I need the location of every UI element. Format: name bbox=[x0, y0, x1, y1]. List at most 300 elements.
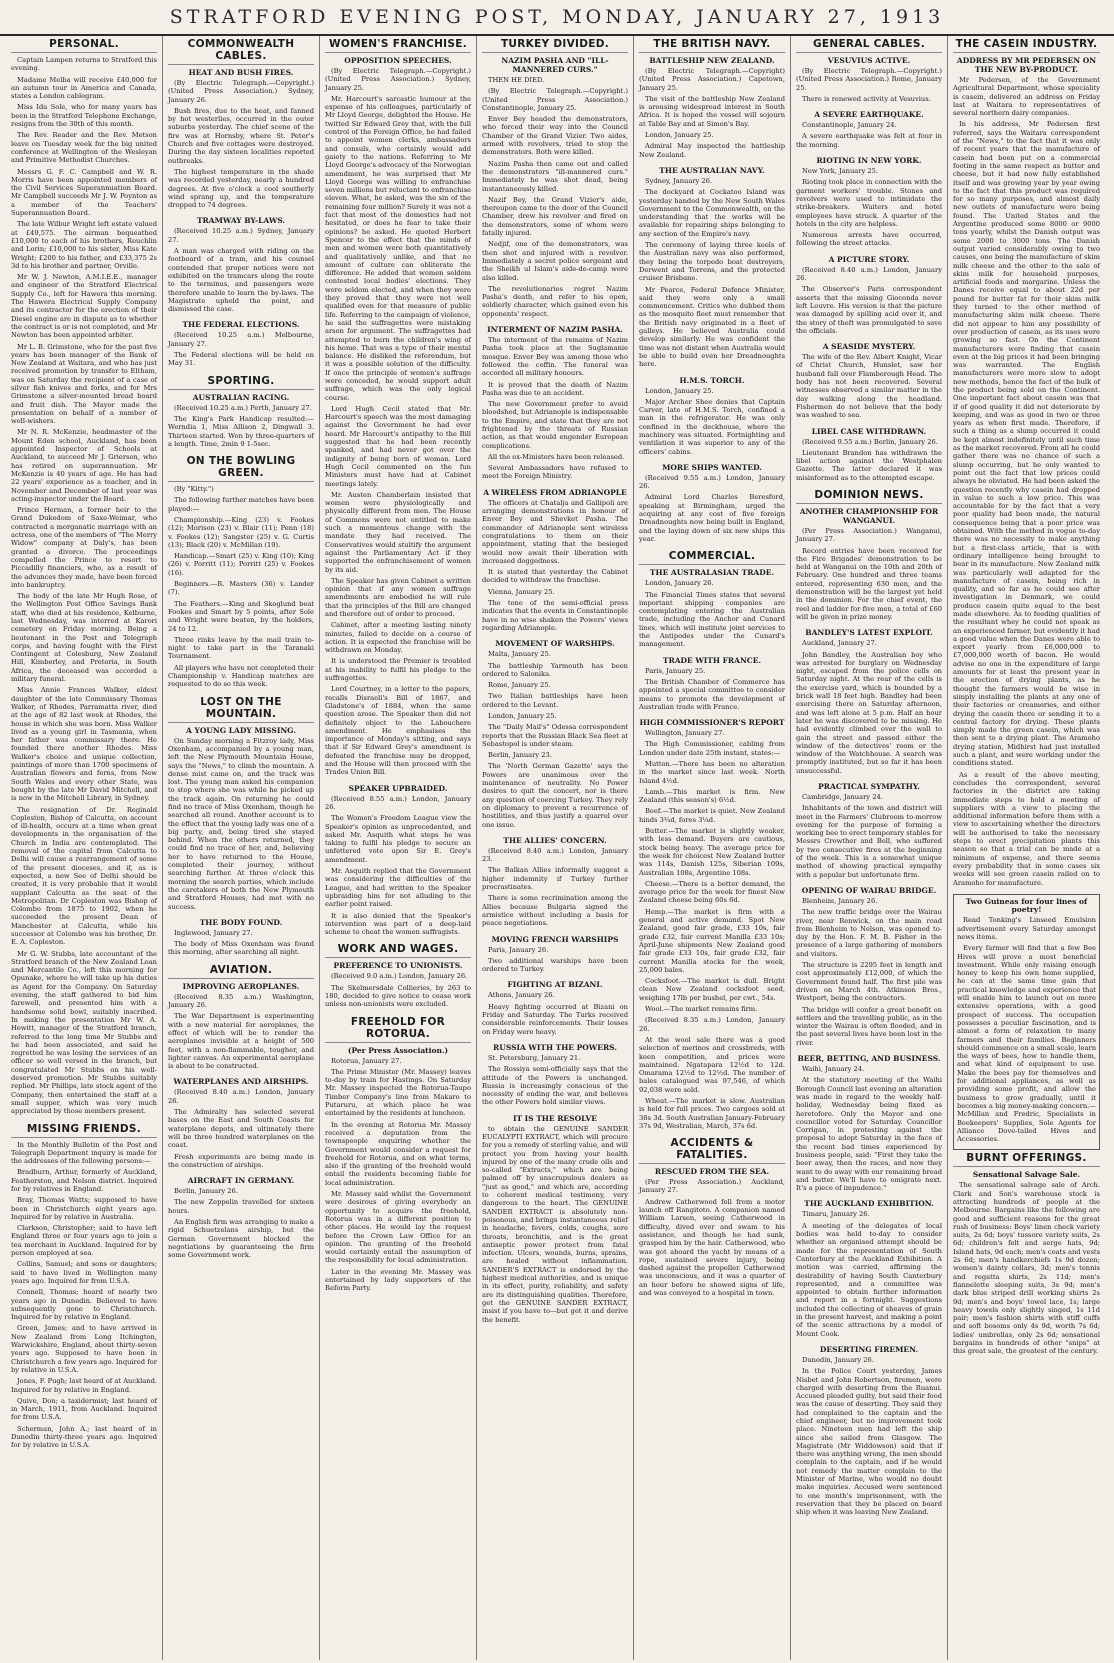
article-paragraph: Two Italian battleships have been ordered to the Levant. bbox=[482, 692, 628, 709]
article-subheading: DESERTING FIREMEN. bbox=[819, 1344, 919, 1354]
article-paragraph: Berlin, January 26. bbox=[174, 1187, 238, 1196]
newspaper-columns bbox=[6, 36, 1108, 1660]
article-subheading: THE FEDERAL ELECTIONS. bbox=[182, 320, 300, 330]
article-paragraph: The wife of the Rev. Albert Knight, Vicar of Christ Church, Hunslet, saw her husband fall over Flamborough Head. The body has not been recovered. Several witnesses observed a similar matter in the day walking along the headland. Fishermen do not believe that the body was washed to sea. bbox=[796, 353, 942, 420]
article-heading: DOMINION NEWS. bbox=[796, 489, 942, 504]
article-paragraph: (Per Press Association.) Wanganui, January 27. bbox=[796, 526, 942, 544]
article-body bbox=[796, 438, 942, 482]
article-paragraph: (Received 8.40 a.m.) London, January 23. bbox=[482, 846, 628, 864]
article bbox=[796, 427, 942, 482]
article bbox=[953, 1152, 1100, 1355]
article-paragraph: Mr Pedersen, of the Government Agricultural Department, whose speciality is casein, delivered an address on Friday last at Waitara to representatives of several northern dairy companies. bbox=[953, 76, 1100, 118]
article-paragraph: The Admiralty has selected several bases on the East and South Coasts for waterplane depots, and ultimately there will be three hundred waterplanes on the coast. bbox=[168, 1108, 314, 1150]
article-paragraph: Mr G. W. Stubbs, late accountant of the Stratford branch of the New Zealand Loan and Mercantile Co., left this morning for Opunake, where he will take up his duties as Agent for the Company. On Saturday evening, the staff gathered to bid him farewell, and presented him with a handsome solid bowl, suitably inscribed. In making the presentation Mr W. A. Hewitt, manager of the Stratford branch, referred to the long time Mr Stubbs and he had been associated, and said he regretted he was losing the services of an officer so well versed in the branch, but congratulated Mr Stubbs on his well-deserved promotion. Mr Stubbs suitably replied. Mr Phillips, late stock agent of the Company, then entertained the staff at a small supper, which was very much appreciated by those members present. bbox=[11, 949, 157, 1116]
article-paragraph: On Sunday morning a Fitzroy lady, Miss Oxenham, accompanied by a young man, left the New Plymouth Mountain House, says the "News," to climb the mountain. A dense mist came on, and the track was lost. The young man asked his companion to stop where she was while he picked up the track again. On returning he could find no trace of Miss Oxenham, though he searched all round. Another account is to the effect that the young lady was one of a big party, and, being tired she stayed behind. When the others returned, they could find no trace of her, and, believing her to have returned to the House, completed their journey, without searching further. At three o'clock this morning the search parties, which include the caretakers of both the New Plymouth and Stratford Houses, had met with no success. bbox=[168, 736, 314, 911]
article-paragraph: Record entries have been received for the Fire Brigades' demonstration to be held at Wanganui on the 10th and 20th of February. One hundred and three teams entered, representing 630 men, and the demonstration will be the largest yet held in the dominion. For the chief event, the reel and ladder for five men, a total of £60 will be given in prize money. bbox=[796, 546, 942, 621]
article-paragraph: In his address, Mr Pedersen first referred, says the Waitara correspondent of the "News," to the fact that it was only of recent years that the manufacture of casein had been put on a commercial footing in the same respect as butter and cheese, but it had now fully established itself and was growing year by year owing to the fact that this product was required for so many purposes, and almost daily new outlets of manufacture were being found. The United States and the Argentine produced some 8000 or 9000 tons yearly, whilst the Danish output was some 2000 to 3000 tons. The Danish output varied considerably owing to two causes, one being the manufacture of skim milk cheese and the other to the sale of skim milk for household purposes, artificial foods and margarine. Unless the Danes receive equal to about 22d per pound for butter fat for their skim milk they turned to the other method of manufacturing skim milk cheese. There did not appear to him any possibility of over production of casein, as its uses were growing so fast. On the Continent manufacturers were finding that casein even at the big prices it had been bringing was warranted. The English manufacturers were more slow to adopt new methods, hence the fact of the bulk of the product being sold on the Continent. One important fact about casein was that if of good quality it did not deteriorate by keeping, and was as good in two or three years as when first made. Therefore, if such a thing as a slump occurred it could be kept almost indefinitely until such time as the market recovered. From all he could gather there was no chance of such a slump occurring, but he only wanted to point out the fact that low prices could always be obviated. He had been asked the question recently why casein had dropped in value to such a low price. This was accountable for by the fact that a very poor quality had been made, the natural consequence being that a poor price was obtained. With the method in vogue to-day there was no necessity to make anything but a first-class article, that is with ordinary intelligence being brought to bear in its manufacture. New Zealand milk was particularly well adapted for the manufacture of casein, being rich in quality, and so far as he could see after investigation in Denmark, we could produce casein quite equal to the best made elsewhere. As to feeding qualities of the resultant whey he could not speak as an experienced farmer, but evidently it had a good value when the Danes were able to export yearly from £6,000,000 to £7,000,000 worth of bacon. He would advise no one in the expenditure of large amounts for at least the present year in the erection of drying plants, as he thought the farmers would be wise in simply installing the plants at any one of their factories or creameries, and either drying the casein there or sending it to a central factory for drying. These plants simply made the green casein, which was then sent to a drying plant. The Aramoho drying station, Midhirst had just installed such a plant, and were working under the conditions stated. bbox=[953, 120, 1100, 768]
article bbox=[482, 1114, 628, 1324]
article-paragraph: Beginners.—R. Masters (36) v. Lander (7). bbox=[168, 580, 314, 597]
article-paragraph: Mr. Austen Chamberlain insisted that women were physiologically and physically different from men. The House of Commons were not entitled to make such a momentous change with the mandate they had received. The Conservatives would stultify the argument against the Parliamentary Act if they supported the enfranchisement of women by its aid. bbox=[325, 490, 471, 574]
article-paragraph: Rome, January 25. bbox=[488, 681, 551, 690]
article bbox=[639, 38, 785, 159]
advertisement-title: Two Guineas for four lines of poetry! bbox=[965, 896, 1088, 915]
article-paragraph: Paris, January 25. bbox=[645, 666, 706, 675]
article-paragraph: Blenheim, January 26. bbox=[802, 896, 878, 905]
article-paragraph: Hemp.—The market is firm with a general and active demand. Spot New Zealand, good fair grade, £33 10s, fair grade £32, fair current Manilla £33 10s; April-June shipments New Zealand good fair grade £33 10s, fair grade £32, fair current Manilla stocks for the week, 25,000 bales. bbox=[639, 907, 785, 974]
article-paragraph: Rotorua, January 27. bbox=[331, 1056, 402, 1065]
article-paragraph: The new Government prefer to avoid bloodshed, but Adrianople is indispensable to the Empire, and state that they are not frightened by the threats of Russian action, as that would engender European complications. bbox=[482, 400, 628, 450]
article-paragraph: (Received 10.25 a.m.) Perth, January 27. bbox=[174, 403, 312, 412]
column-2 bbox=[163, 36, 320, 1660]
article bbox=[168, 320, 314, 367]
article-paragraph: The Financial Times states that several important shipping companies are contemplating entering the Australian trade, including the Anchor and Cunard lines, which will institute joint services to the Antipodes under the Cunard's management. bbox=[639, 590, 785, 649]
article-paragraph: The officers at Chatalja and Gallipoli are arranging demonstrations in honour of Enver Bey and Shevket Pasha. The commander of Adrianople sent wireless congratulations to them on their appointment, stating that the besieged would now await their liberation with increased doggedness. bbox=[482, 498, 628, 565]
article-paragraph: There is some recrimination among the Allies because Bulgaria signed the armistice without including a basis for peace negotiations. bbox=[482, 894, 628, 928]
article-paragraph: Inhabitants of the town and district will meet in the Farmers' Clubroom to-morrow evening for the purpose of forming a working bee to erect temporary stables for Messrs Crowther and Bell, who suffered by two consecutive fires at the beginning of the week. This is a somewhat unique method of showing practical sympathy with a popular but unfortunate firm. bbox=[796, 804, 943, 879]
article-paragraph: Connell, Thomas; heard of nearly two years ago in Dunedin. Believed to have subsequently gone to Christchurch. Inquired for by relative in England. bbox=[11, 1288, 157, 1322]
article bbox=[325, 943, 471, 1008]
article-paragraph: At the wool sale there was a good selection of merinos and crossbreds, with keen competition, and prices were maintained. Ngatapara 12½d to 12d. Omarama 12½d to 12½d. The number of bales catalogued was 97,546, of which 92,038 were sold. bbox=[639, 1035, 785, 1094]
article-paragraph: (Received 9.55 a.m.) London, January 26. bbox=[639, 473, 785, 491]
article-body bbox=[639, 579, 785, 648]
article-paragraph: Constantinople, January 24. bbox=[802, 121, 897, 130]
article-paragraph: (Received 8.35 a.m.) Washington, January 26. bbox=[168, 992, 314, 1010]
article-subheading: TRADE WITH FRANCE. bbox=[662, 655, 762, 665]
article bbox=[168, 1077, 314, 1169]
article-subheading: BANDLEY'S LATEST EXPLOIT. bbox=[805, 628, 933, 638]
article-subheading: THE AUSTRALASIAN TRADE. bbox=[649, 568, 775, 578]
article-paragraph: Fresh experiments are being made in the construction of airships. bbox=[168, 1152, 314, 1169]
article-subheading: THE BODY FOUND. bbox=[199, 917, 283, 927]
article-paragraph: (Received 8.40 a.m.) London, January 26. bbox=[168, 1088, 314, 1105]
article-heading: ACCIDENTS & FATALITIES. bbox=[639, 1137, 785, 1164]
article-paragraph: Mr L. B. Grimstone, who for the past five years has been manager of the Bank of New Zealand at Waitara, and who has just received promotion by transfer to Eltham, was on Saturday the recipient of a case of silver fish knives and forks, and for Mrs Grimstone a silver-mounted bread board and fruit dish. The Mayor made the presentation on behalf of a number of well-wishers. bbox=[11, 342, 157, 426]
article-subheading: A SEASIDE MYSTERY. bbox=[822, 342, 916, 352]
article-paragraph: THEN HE DIED. bbox=[488, 76, 545, 84]
article bbox=[796, 255, 942, 335]
newspaper-title: STRATFORD EVENING POST, MONDAY, JANUARY 27, 1913 bbox=[169, 6, 945, 28]
article-paragraph: The dockyard at Cockatoo Island was yesterday handed by the New South Wales Government to the Commonwealth, on the understanding that the works will be available for repairing ships belonging to any section of the Empire's navy. bbox=[639, 188, 785, 238]
article-paragraph: Admiral Lord Charles Beresford, speaking at Birmingham, urged the acquiring at any cost of five foreign Dreadnoughts now being built in England, and the laying down of six new ships this year. bbox=[639, 493, 785, 543]
article bbox=[796, 489, 942, 621]
article-body bbox=[325, 67, 471, 777]
article-paragraph: London, January 26. bbox=[645, 579, 714, 588]
article-body bbox=[639, 387, 785, 456]
article-subheading: RIOTING IN NEW YORK. bbox=[816, 156, 922, 166]
article-heading: THE CASEIN INDUSTRY. bbox=[953, 38, 1100, 53]
article-body bbox=[168, 929, 314, 957]
article bbox=[482, 488, 628, 632]
article-paragraph: (Received 9.55 a.m.) Berlin, January 26. bbox=[802, 437, 938, 446]
article-paragraph: (Received 9.0 a.m.) London, January 26. bbox=[331, 972, 468, 981]
article-body bbox=[168, 993, 314, 1071]
article bbox=[482, 325, 628, 481]
article-body bbox=[796, 793, 942, 879]
article bbox=[639, 376, 785, 456]
article-paragraph: Mutton.—There has been no alteration in the market since last week. North Island 4½d. bbox=[639, 760, 785, 785]
article-paragraph: Nazif Bey, the Grand Vizier's aide, thereupon came to the door of the Council Chamber, drew his revolver and fired on the demonstrators, some of whom were fatally injured. bbox=[482, 195, 628, 238]
article-paragraph: In the Monthly Bulletin of the Post and Telegraph Department inquiry is made for the addresses of the following persons:— bbox=[11, 1140, 157, 1166]
article-body bbox=[168, 737, 314, 911]
article-paragraph: (Received 8.55 a.m.) London, January 26. bbox=[325, 794, 471, 811]
article-body bbox=[639, 667, 785, 711]
article-paragraph: There is renewed activity at Vesuvius. bbox=[802, 94, 931, 103]
article-heading: COMMONWEALTH CABLES. bbox=[168, 38, 314, 65]
article-subheading: AIRCRAFT IN GERMANY. bbox=[187, 1176, 295, 1186]
article-paragraph: Mr. Harcourt's sarcastic humour at the expense of his colleagues, particularly of Mr Lloyd George, delighted the House. He twitted Sir Edward Grey that, with the full control of the Foreign Office, he had failed to appoint women clerks, ambassadors and consuls, who certainly would add gaiety to the nations. Referring to Mr Lloyd George's advocacy of the Norwegian amendment, he was surprised that Mr Lloyd George was willing to enfranchise seven millions but reluctant to enfranchise eleven. What, he asked, was the sin of the remaining four million? Surely it was not a fact that most of the domestics had not hesitated, or does he fear to take their opinions? he asked. He quoted Herbert Spencer to the effect that the minds of men and women were both quantitatively and qualitatively unlike, and that no amount of culture can obliterate the difference. He added that women seldom contested local bodies' elections. They were seldom elected, and when they were they proved that they were not well qualified even for that measure of public life. Referring to the campaign of violence, he said the suffragettes were mistaking arson for argument. The suffragettes had attempted to burn the children's wing of his home. That was a type of their mental balance. He disliked the referendum, but it was a possible solution of the difficulty. If once the principle of women's suffrage were conceded, he would support adult suffrage, which was the only logical course. bbox=[325, 94, 471, 402]
article-subheading: (Per Press Association.) bbox=[347, 1045, 449, 1055]
article-paragraph: Mr W. J. Newton, A.M.I.E.E., manager and engineer of the Stratford Electrical Supply Co., left for Hawera this morning. The Hawera Electrical Supply Company and its contractor for the erection of their Diesel engine are in dispute as to whether the contract is or is not completed, and Mr Newton has been appointed arbiter. bbox=[11, 273, 157, 340]
article-paragraph: London, January 25. bbox=[645, 131, 714, 140]
article-body bbox=[796, 67, 942, 103]
article-body bbox=[796, 167, 942, 248]
article-body bbox=[482, 336, 628, 481]
article-subheading: THE AUCKLAND EXHIBITION. bbox=[804, 1199, 934, 1209]
article-paragraph: The ceremony of laying three keels of the Australian navy was also performed, they being the torpedo boat destroyers, Derwent and Torrens, and the protected cruiser Brisbane. bbox=[639, 241, 785, 283]
article bbox=[639, 166, 785, 369]
article bbox=[639, 1137, 785, 1297]
article-paragraph: The body of Miss Oxenham was found this morning, after searching all night. bbox=[168, 940, 314, 957]
article-subheading: BATTLESHIP NEW ZEALAND. bbox=[649, 56, 775, 65]
article-body bbox=[482, 946, 628, 974]
article-body bbox=[482, 991, 628, 1035]
article-paragraph: Paris, January 26. bbox=[488, 945, 549, 954]
article-paragraph: Nedjif, one of the demonstrators, was then shot and injured with a revolver. Immediately a secret police sergeant and the Sheikh ul Islam's aide-de-camp were also killed. bbox=[482, 240, 628, 282]
article-paragraph: to obtain the GENUINE SANDER EUCALYPTI EXTRACT, which will procure for you a remedy of sterling value, and will protect you from having your health injured by one of the many crude oils and so-called "Extracts," which are being palmed off by unscrupulous dealers as "just as good," and which are, according to coherent medical testimony, very dangerous to the heart. The GENUINE SANDER EXTRACT is absolutely non-poisonous, and brings instantaneous relief in headache, fevers, colds, coughs, sore throats, bronchitis, and is the great antiseptic power protect from fatal infection. Ulcers, wounds, burns, sprains, are healed without inflammation. SANDER'S EXTRACT is endorsed by the highest medical authorities, and is unique in its effect, purity, reliability, and safety are its distinguishing qualities. Therefore, get the GENUINE SANDER EXTRACT, insist if you have to—but get it and derive the benefit. bbox=[482, 1124, 628, 1324]
article bbox=[11, 1123, 157, 1450]
article-paragraph: (By Electric Telegraph.—Copyright) (United Press Association.) Capetown, January 25. bbox=[639, 67, 785, 92]
article-paragraph: Inglewood, January 27. bbox=[174, 928, 253, 937]
article-body bbox=[168, 1088, 314, 1169]
article-body bbox=[482, 847, 628, 928]
article-paragraph: The interment of the remains of Nazim Pasha took place at the Suglamanie mosque. Enver Bey was among those who followed the coffin. The funeral was accorded all military honours. bbox=[482, 336, 628, 378]
article bbox=[168, 455, 314, 689]
article-paragraph: London, January 25. bbox=[645, 386, 714, 395]
article-paragraph: Quive, Don; a taxidermist; last heard of in March, 1911, from Auckland. Inquired for from U.S.A. bbox=[11, 1396, 157, 1422]
article-subheading: RESCUED FROM THE SEA. bbox=[654, 1167, 770, 1177]
article-paragraph: The Women's Freedom League view the Speaker's opinion as unprecedented, and asked Mr. Asquith what steps he was taking to fulfil his pledge to secure an unfettered vote upon Sir E. Grey's amendment. bbox=[325, 814, 471, 864]
article bbox=[325, 38, 471, 777]
article-paragraph: The Feathers.—King and Skoglund beat Fookes and Smart by 5 points, after Sole and Wright were beaten, by the holders, 24 to 12. bbox=[168, 599, 314, 633]
article-body bbox=[796, 1065, 942, 1192]
article-heading: FREEHOLD FOR ROTORUA. bbox=[325, 1016, 471, 1043]
article-subheading: IT IS THE RESOLVE bbox=[512, 1113, 598, 1123]
article-paragraph: John Bandley, the Australian boy who was arrested for burglary on Wednesday night, escaped from the police cells on Saturday night. At the rear of the cells is the exercise yard, which is bounded by a brick wall 18 feet high. Bandley had been exercising there on Saturday afternoon, and was left alone at 5 p.m. Half an hour later he was discovered to be missing. He had evidently climbed over the wall to gain the street and passed either the window of the detectives' room or the window of the Watchhouse. A search was promptly instituted, but so far it has been unsuccessful. bbox=[796, 650, 942, 775]
article-paragraph: All players who have not completed their Championship v. Handicap matches are requested to do so this week. bbox=[168, 663, 314, 689]
article-body bbox=[168, 404, 314, 448]
article-paragraph: Berlin, January 23. bbox=[488, 751, 552, 760]
article-paragraph: Cocksfoot.—The market is dull. Bright clean New Zealand cocksfoot seed, weighing 17lb per bushel, per cwt., 54s. bbox=[639, 977, 785, 1002]
article-paragraph: Beef.—The market is quiet. New Zealand hinds 3¾d, fores 3¼d. bbox=[639, 807, 785, 824]
article-paragraph: Later in the evening Mr. Massey was entertained by lady supporters of the Reform Party. bbox=[325, 1267, 471, 1293]
article-subheading: HEAT AND BUSH FIRES. bbox=[188, 68, 294, 77]
article bbox=[168, 918, 314, 957]
article-heading: WOMEN'S FRANCHISE. bbox=[325, 38, 471, 53]
article bbox=[796, 782, 942, 879]
article-subheading: NAZIM PASHA AND "ILL-MANNERED CURS." bbox=[501, 56, 609, 74]
article-paragraph: Timaru, January 26. bbox=[802, 1210, 870, 1219]
article-paragraph: Mr Pearce, Federal Defence Minister, said they were only a small commencement. Critics who dubbed them as the mosquito fleet must remember that the British navy originated in a fleet of galleys. He believed Australia could develop similarly. He was confident the time was not distant when Australia would be able to build even her Dreadnoughts here. bbox=[639, 285, 785, 369]
article-paragraph: A severe earthquake was felt at four in the morning. bbox=[796, 132, 942, 149]
article bbox=[796, 38, 942, 103]
column-7 bbox=[948, 36, 1105, 1660]
article-body bbox=[11, 56, 157, 1116]
article-subheading: WATERPLANES AND AIRSHIPS. bbox=[173, 1077, 309, 1087]
article-paragraph: A man was charged with riding on the footboard of a tram, and his counsel contended that proper notices were not exhibited on the tramcars along the route to the terminus, and passengers were therefore unable to learn the by-laws. The Magistrate upheld the point, and dismissed the case. bbox=[168, 247, 314, 314]
article bbox=[482, 38, 628, 318]
advertisement bbox=[953, 894, 1100, 1151]
article bbox=[168, 216, 314, 313]
article-paragraph: Major Archer Shee denies that Captain Carver, late of H.M.S. Torch, confined a man in the refrigerator. He was only confined in the deckhouse, where the machinery was situated. Fortnighting and ventilation it was superior to any of the officers' cabins. bbox=[639, 397, 785, 456]
article-paragraph: The Speaker has given Cabinet a written opinion that if any women suffrage amendments are embodied he will rule that the principles of the Bill are changed and therefore out of order to proceed. bbox=[325, 576, 471, 618]
article-paragraph: The body of the late Mr Hugh Rose, of the Wellington Post Office Savings Bank staff, who died at his residence, Kelburne, last Wednesday, was interred at Karori cemetery on Friday morning. Being a lieutenant in the Post and Telegraph corps, and having fought with the First Contingent at Colesburg, New Zealand Hill, Kimberley, and Pretoria, in South Africa, the deceased was accorded a military funeral. bbox=[11, 592, 157, 684]
article bbox=[482, 935, 628, 974]
article-paragraph: Rioting took place in connection with the garment workers' trouble. Stones and revolvers were used to intimidate the strike-breakers. Waiters and hotel employees have struck. A quarter of the hotels in the city are helpless. bbox=[796, 178, 942, 228]
article bbox=[796, 1054, 942, 1192]
article-paragraph: It is also denied that the Speaker's intervention was part of a deep-laid scheme to cheat the women suffragists. bbox=[325, 911, 471, 937]
article-subheading: MOVEMENT OF WARSHIPS. bbox=[495, 639, 615, 649]
article-body bbox=[168, 331, 314, 367]
article-heading: MISSING FRIENDS. bbox=[11, 1123, 157, 1138]
article bbox=[325, 1016, 471, 1293]
article-paragraph: Handicap.—Smart (25) v. King (10); King (26) v. Porritt (11); Porritt (25) v. Fookes (16). bbox=[168, 552, 314, 577]
article-paragraph: The new Zeppelin travelled for sixteen hours. bbox=[168, 1198, 314, 1215]
article-paragraph: Read Tonking's Linseed Emulsion advertisement every Saturday amongst news items. bbox=[957, 916, 1096, 941]
article-paragraph: The visit of the battleship New Zealand is arousing widespread interest in South Africa. It is hoped the vessel will sojourn at Table Bay and at Simon's Bay. bbox=[639, 94, 785, 128]
article-body bbox=[168, 79, 314, 209]
article-paragraph: Madame Melba will receive £40,000 for an autumn tour in America and Canada, states a London cablegram. bbox=[11, 75, 157, 101]
article-paragraph: The Observer's Paris correspondent asserts that the missing Gioconda never left Louvre. His version is that the picture was damaged by spilling acid over it, and the story of theft was promulgated to save the officials. bbox=[796, 285, 942, 335]
article-paragraph: Bray, Thomas Watts; supposed to have been in Christchurch eight years ago. Inquired for by relative in Australia. bbox=[11, 1196, 157, 1221]
article-heading: GENERAL CABLES. bbox=[796, 38, 942, 53]
article-body bbox=[325, 1057, 471, 1293]
article-subheading: VESUVIUS ACTIVE. bbox=[827, 56, 911, 65]
article bbox=[639, 656, 785, 711]
article-body bbox=[796, 639, 942, 775]
article-body bbox=[639, 67, 785, 159]
article bbox=[482, 836, 628, 928]
column-3 bbox=[320, 36, 477, 1660]
article-heading: THE BRITISH NAVY. bbox=[639, 38, 785, 53]
article-paragraph: Heavy fighting occurred at Bizani on Friday and Saturday. The Turks received considerable reinforcements. Their losses on Friday were heavy. bbox=[482, 1002, 628, 1036]
article-paragraph: (Per Press Association.) Auckland, January 27. bbox=[639, 1178, 785, 1195]
article bbox=[639, 550, 785, 648]
article-paragraph: It is understood the Premier is troubled at his inability to fulfil his pledge to the suffragettes. bbox=[325, 657, 471, 683]
article-paragraph: New York, January 25. bbox=[802, 167, 879, 176]
article-body bbox=[796, 353, 942, 419]
article-body bbox=[953, 1181, 1100, 1355]
article-paragraph: The tone of the semi-official press indicates that the events in Constantinople have in no wise shaken the Powers' views regarding Adrianople. bbox=[482, 599, 628, 632]
article bbox=[796, 628, 942, 775]
article-paragraph: Collins, Samuel; and sons or daughters; said to have lived in Wellington many years ago. Inquired for from U.S.A. bbox=[11, 1260, 157, 1285]
article-heading: BURNT OFFERINGS. bbox=[953, 1152, 1100, 1167]
article-paragraph: (Received 10.25 a.m.) Sydney, January 27. bbox=[168, 227, 314, 244]
article-paragraph: Admiral May inspected the battleship New Zealand. bbox=[639, 142, 785, 159]
article-paragraph: (By Electric Telegraph.—Copyright.) (United Press Association.) Sydney, January 26. bbox=[168, 79, 314, 104]
article-subheading: A YOUNG LADY MISSING. bbox=[186, 725, 296, 735]
article-subheading: A PICTURE STORY. bbox=[828, 254, 910, 264]
article bbox=[796, 342, 942, 419]
article-subheading: OPPOSITION SPEECHES. bbox=[344, 56, 452, 65]
article-subheading: LIBEL CASE WITHDRAWN. bbox=[811, 426, 927, 436]
article-heading: WORK AND WAGES. bbox=[325, 943, 471, 958]
article-body bbox=[168, 1187, 314, 1259]
article-paragraph: The British Chamber of Commerce has appointed a special committee to consider means to promote the development of Australian trade with France. bbox=[639, 677, 785, 711]
article-paragraph: The Rev. Reader and the Rev. Metson leave on Tuesday week for the big united conference at Wellington of the Wesleyan and Primitive Methodist Churches. bbox=[11, 131, 157, 165]
column-4 bbox=[477, 36, 634, 1660]
article-paragraph: Athens, January 26. bbox=[488, 991, 555, 1000]
article-paragraph: Wheat.—The market is slow. Australian is held for full prices. Two cargoes sold at 38s 3d. South Australian January-February 37s 9d, Westralian, March, 37s 6d. bbox=[639, 1096, 785, 1130]
article-body bbox=[796, 266, 942, 335]
article-subheading: MORE SHIPS WANTED. bbox=[662, 462, 762, 472]
article-body bbox=[168, 227, 314, 313]
article-paragraph: A meeting of the delegates of local bodies was held to-day to consider whether an organised attempt should be made for the representation of South Canterbury at the Auckland Exhibition. A motion was carried, affirming the desirability of having South Canterbury represented, and a committee was appointed to obtain further information and report in a fortnight. Suggestions included the collecting of sheaves of grain in the present harvest, and making a point of the scenic attractions by a model of Mount Cook. bbox=[796, 1221, 942, 1338]
article-paragraph: Lamb.—This market is firm. New Zealand (this season's) 6½d. bbox=[639, 787, 785, 805]
article-body bbox=[953, 76, 1100, 887]
article-paragraph: Captain Lampen returns to Stratford this evening. bbox=[11, 56, 157, 73]
article-body bbox=[325, 972, 471, 1008]
article-paragraph: Malta, January 25. bbox=[488, 650, 551, 659]
article bbox=[325, 784, 471, 937]
article-body bbox=[639, 474, 785, 543]
article-paragraph: The revolutionaries regret Nazim Pasha's death, and refer to his open, soldierly character, which gained even his opponents' respect. bbox=[482, 284, 628, 318]
article bbox=[482, 980, 628, 1035]
article-paragraph: Messrs G. F. C. Campbell and W. R. Morris have been appointed members of the Civil Services Superannuation Board. Mr Campbell succeeds Mr J. W. Poynton as a member of the Teachers' Superannuation Board. bbox=[11, 167, 157, 218]
article-paragraph: Clarkson, Christopher; said to have left England three or four years ago to join a tea merchant in Auckland. Inquired for by person employed at sea. bbox=[11, 1224, 157, 1258]
article bbox=[482, 639, 628, 829]
article-paragraph: (By Electric Telegraph.—Copyright.) (United Press Association.) Sydney, January 25. bbox=[325, 67, 471, 92]
article bbox=[168, 964, 314, 1071]
article-body bbox=[168, 485, 314, 689]
article bbox=[168, 375, 314, 448]
article-heading: PERSONAL. bbox=[11, 38, 157, 53]
article-heading: AVIATION. bbox=[168, 964, 314, 979]
article-paragraph: Two additional warships have been ordered to Turkey. bbox=[482, 956, 628, 974]
article-paragraph: The Rossiya semi-officially says that the attitude of the Powers is unchanged. Russia is increasingly conscious of the necessity of ending the war, and believes the other Powers hold similar views. bbox=[482, 1065, 628, 1107]
article bbox=[796, 1199, 942, 1337]
article-paragraph: London, January 25. bbox=[488, 712, 557, 720]
article bbox=[796, 156, 942, 248]
article-subheading: SPEAKER UPBRAIDED. bbox=[348, 783, 448, 793]
article-paragraph: As a result of the above meeting, concludes the correspondent, several factories in the district are taking immediate steps to hold a meeting of suppliers with a view to placing the additional information before them with a view to ascertaining whether the directors will be authorised to take the necessary steps to erect precipitation plants this season so that a trial can be made at a minimum of expense, and there seems every probability that in some cases six weeks will see green casein railed on to Aramoho for manufacture. bbox=[953, 770, 1100, 887]
article bbox=[953, 38, 1100, 887]
column-6 bbox=[791, 36, 948, 1660]
article-paragraph: (By Electric Telegraph.—Copyright.) (United Press Association.) Constantinople, January 25. bbox=[482, 87, 628, 112]
article-body bbox=[796, 1356, 942, 1517]
article-heading: COMMERCIAL. bbox=[639, 550, 785, 565]
column-5 bbox=[634, 36, 791, 1660]
article-subheading: FIGHTING AT BIZANI. bbox=[507, 980, 603, 990]
article-paragraph: Dunedin, January 26. bbox=[802, 1355, 874, 1364]
article-paragraph: Vienna, January 25. bbox=[488, 587, 555, 596]
article-paragraph: The battleship Yarmouth has been ordered to Salonika. bbox=[482, 661, 628, 678]
article-subheading: RUSSIA WITH THE POWERS. bbox=[493, 1042, 617, 1052]
article-paragraph: Lieutenant Brandon has withdrawn the libel action against the Westphalen Gazette. The latter declared it was misinformed as to the attempted escape. bbox=[796, 448, 942, 482]
article bbox=[796, 110, 942, 149]
article-subheading: H.M.S. TORCH. bbox=[679, 375, 745, 385]
article-paragraph: The "Daily Mail's" Odessa correspondent reports that the Russian Black Sea fleet at Sebastopol is under steam. bbox=[482, 723, 628, 748]
article-subheading: BEER, BETTING, AND BUSINESS. bbox=[797, 1054, 941, 1064]
article bbox=[168, 696, 314, 911]
article-paragraph: Bush fires, due to the heat, and fanned by hot westerlies, occurred in the outer suburbs yesterday. The chief scene of the fire was at Hornsby, where St. Peter's Church and five cottages were destroyed. During the day sixteen localities reported outbreaks. bbox=[168, 106, 314, 165]
article-paragraph: The sensational salvage sale of Arch. Clark and Son's warehouse stock is attracting hundreds of people at the Melbourne. Bargains like the following are good and sufficient reasons for the great rush of business: Boys' linen check variety suits, 2s 6d; boys' tussore variety suits, 2s 6d; children's felt and serge hats, 9d; Island hats, 9d each; men's coats and vests 2s 6d; men's handkerchiefs 1s 9d dozen; women's dainty collars, 3d; men's tennis and regatta shirts, 2s 11d; men's flannelette sleeping suits, 3s 9d; men's dark blue striped drill working shirts 2s 9d; men's and boys' towel lace, 1s; large heavy towels only slightly singed, 1s 11d pair; men's fashion shirts with stiff cuffs and soft bosoms only 4s 9d, worth 7s 6d; ladies' umbrellas, only 2s 6d; sensational bargains in hundreds of other "snips" at this great sale, the greatest of the century. bbox=[953, 1181, 1100, 1356]
article-paragraph: Mr N. R. McKenzie, headmaster of the Mount Eden school, Auckland, has been appointed Inspector of Schools at Auckland, to succeed Mr J. Grierson, who has retired on superannuation. Mr McKenzie is 40 years of age. He has had 22 years' experience as a teacher, and in November and December of last year was acting-inspector under the Board. bbox=[11, 428, 157, 503]
article-paragraph: St. Petersburg, January 21. bbox=[488, 1053, 581, 1062]
article bbox=[168, 1176, 314, 1259]
article-body bbox=[482, 650, 628, 829]
article-paragraph: The structure is 2295 feet in length and cost approximately £12,000, of which the Government found half. The first pile was driven on March 4th. Atkinson Bros., Westport, being the contractors. bbox=[796, 961, 942, 1003]
article-body bbox=[11, 1141, 157, 1450]
article-subheading: THE ALLIES' CONCERN. bbox=[503, 835, 607, 845]
column-1 bbox=[6, 36, 163, 1660]
article-subheading: HIGH COMMISSIONER'S REPORT bbox=[639, 718, 785, 728]
article-body bbox=[325, 795, 471, 937]
article-subheading: PREFERENCE TO UNIONISTS. bbox=[333, 961, 463, 971]
article-paragraph: The late Wilbur Wright left estate valued at £49,575. The airman bequeathed £10,000 to each of his brothers, Reuchlin and Lorin; £10,000 to his sister, Miss Kate Wright; £200 to his father, and £33,375 2s 3d to his brother and partner, Orville. bbox=[11, 220, 157, 270]
article-paragraph: Three rinks leave by the mail train to-night to take part in the Taranaki Tournament. bbox=[168, 635, 314, 661]
article-paragraph: Miss Annie Frances Walker, eldest daughter of the late Commissary Thomas Walker, of Rhodes, Parramatta river, died at the age of 82 last week at Rhodes, the house in which she was born. Miss Walker lived as a young girl in Tasmania, when her father was commissary there. He founded there another Rhodes. Miss Walker's choice and unique collection, paintings of more than 1700 specimens of Australian flowers and ferns, from New South Wales and every other State, was bought by the late Mr David Mitchell, and is now in the Mitchell Library, in Sydney. bbox=[11, 686, 157, 803]
article-paragraph: All the ex-Ministers have been released. bbox=[488, 452, 625, 461]
article-subheading: THE AUSTRALIAN NAVY. bbox=[659, 165, 765, 175]
article-paragraph: In the Police Court yesterday, James Nisbet and John Robertson, firemen, were charged with deserting from the Ruanui. Accused pleaded guilty, but said their food was the cause of deserting. They said they had complained to the captain and the chief engineer, but no improvement took place. Nineteen men had left the ship since she sailed from Glasgow. The Magistrate (Mr Widdowson) said that if there was anything wrong, the men should complain to the captain, and if he would not remedy the matter complain to the Minister of Marine, who would no doubt make inquiries. Accused were sentenced to one month's imprisonment, with the reservation that they be placed on board ship when it was leaving New Zealand. bbox=[796, 1367, 942, 1517]
article-paragraph: Wellington, January 27. bbox=[645, 729, 725, 738]
article-paragraph: Waihi, January 24. bbox=[802, 1065, 865, 1074]
article-paragraph: The Skelmersdale Collieries, by 263 to 180, decided to give notice to cease work unless non-unionists were excluded. bbox=[325, 983, 471, 1009]
article-paragraph: The 'North German Gazette' says the Powers are unanimous over the maintenance of neutrality. No Power desires to quit the concert, nor is there any question of coercing Turkey. They rely on diplomacy to prevent a recurrence of hostilities, and thus justify a quarrel over one issue. bbox=[482, 762, 628, 829]
article-heading: LOST ON THE MOUNTAIN. bbox=[168, 696, 314, 723]
article-paragraph: The following further matches have been played:— bbox=[168, 496, 314, 513]
article-paragraph: Every farmer will find that a few Bee Hives will prove a most beneficial investment. While only raising enough honey to keep his own home supplied, he can at the same time gain that practical knowledge and experience that will enable him to launch out on more extensive operations, with a good prospect of success. The occupation possesses a peculiar fascination, and is almost a form of relaxation to many farmers and their families. Beginners should commence on a small scale, learn the ways of bees, how to handle them, and what kind of equipment to use. Make the bees pay for themselves and for additional appliances, as well as providing some profit, and allow the business to grow gradually, until it becomes a big money-making concern.—McMillan and Fredric, Specialists in Beekeepers' Supplies, Sole Agents for Alliance Dove-tailed Hives and Accessories. bbox=[957, 944, 1097, 1144]
article-body bbox=[482, 76, 628, 318]
article-subheading: ADDRESS BY MR PEDERSEN ON THE NEW BY-PRODUCT. bbox=[956, 56, 1097, 74]
article-paragraph: The King's Park Handicap resulted:— Werndia 1, Miss Allison 2, Dingwall 3. Thirteen started. Won by three-quarters of a length. Time, 2min 9 1-5sec. bbox=[168, 414, 314, 448]
article-subheading: Sensational Salvage Sale. bbox=[972, 1170, 1081, 1180]
article-subheading: PRACTICAL SYMPATHY. bbox=[818, 782, 920, 791]
article bbox=[168, 38, 314, 209]
article-paragraph: Cheese.—There is a better demand, the average price for the week for finest New Zealand cheese being 60s 6d. bbox=[639, 879, 785, 905]
article-paragraph: Butter.—The market is slightly weaker, with less demand. Buyers are cautious, stock being heavy. The average price for the week for choicest New Zealand butter was 114s, Danish 125s, Siberian 109s, Australian 108s, Argentine 108s. bbox=[639, 827, 785, 877]
article-paragraph: Wool.—The market remains firm. bbox=[645, 1005, 758, 1014]
article-paragraph: Mr. Asquith replied that the Government was considering the difficulties of the League, and had written to the Speaker upbraiding him for not alluding to the earlier point raised. bbox=[325, 867, 471, 909]
article-paragraph: Numerous arrests have occurred, following the street attacks. bbox=[796, 231, 942, 248]
article-body bbox=[639, 1178, 785, 1297]
article-subheading: TRAMWAY BY-LAWS. bbox=[196, 216, 286, 226]
article-paragraph: Nazim Pasha then came out and called the demonstrators "ill-mannered curs." Immediately he was shot dead, being instantaneously killed. bbox=[482, 159, 628, 193]
article-paragraph: Bradburn, Arthur, formerly of Auckland, Featherston, and Nelson district. Inquired for by relatives in England. bbox=[11, 1168, 157, 1193]
article-body bbox=[639, 177, 785, 369]
article-paragraph: The Balkan Allies informally suggest a higher indemnity if Turkey further procrastinates. bbox=[482, 866, 628, 892]
article-paragraph: The resignation of Dr. Reginald Copleston, Bishop of Calcutta, on account of ill-health, occurs at a time when great developments in the organisation of the Church in India are contemplated. The removal of the capital from Calcutta to Delhi will cause a rearrangement of some of the present dioceses, and if, as is expected, a new See of Delhi should be created, it is very probable that it would supplant Calcutta as the seat of the Metropolitan. Dr Copleston was Bishop of Colombo from 1875 to 1902, when he succeeded the present Dean of Manchester at Calcutta, while his successor at Colombo was his brother, Dr. E. A. Copleston. bbox=[11, 805, 157, 947]
article bbox=[11, 38, 157, 1116]
article-paragraph: The Federal elections will be held on May 31. bbox=[168, 351, 314, 368]
article-subheading: OPENING OF WAIRAU BRIDGE. bbox=[801, 885, 937, 895]
article-body bbox=[796, 1210, 942, 1337]
article-paragraph: It is stated that yesterday the Cabinet decided to withdraw the franchise. bbox=[482, 568, 628, 585]
article-paragraph: (By Electric Telegraph.—Copyright.) (United Press Association.) Rome, January 25. bbox=[796, 67, 942, 92]
article-paragraph: The new traffic bridge over the Wairau river, near Renwick, on the main road from Blenheim to Nelson, was opened to-day by the Hon. F. M. B. Fisher in the presence of a large gathering of members and visitors. bbox=[796, 908, 942, 958]
article-paragraph: (Received 8.40 a.m.) London, January 26. bbox=[796, 265, 942, 283]
article-paragraph: Mr. Massey said whilst the Government were desirous of giving everybody an opportunity to acquire the freehold, Rotorua was in a different position to other places. He would lay the request before the Crown Law Office for an opinion. The granting of the freehold would certainly entail the assumption of the responsibility for local administration. bbox=[325, 1190, 471, 1265]
article-body bbox=[796, 527, 942, 621]
article-paragraph: Green, James; and to have arrived in New Zealand from Long Itchington, Warwickshire, England, about thirty-seven years ago. Supposed to have been in Christchurch a few years ago. Inquired for by relative in U.S.A. bbox=[11, 1324, 157, 1374]
article-paragraph: (Received 8.35 a.m.) London, January 26. bbox=[639, 1016, 785, 1033]
article-paragraph: Sydney, January 26. bbox=[645, 176, 713, 185]
article-body bbox=[639, 729, 785, 1130]
article-paragraph: Several Ambassadors have refused to meet the Foreign Ministry. bbox=[482, 464, 628, 481]
article-paragraph: An English firm was arranging to make a rigid Schuetzelans airship, but the German Government blocked the negotiations by guaranteeing the firm some Government work. bbox=[168, 1217, 314, 1260]
article-paragraph: Cabinet, after a meeting lasting ninety minutes, failed to decide on a course of action. It is expected the franchise will be withdrawn on Monday. bbox=[325, 621, 471, 655]
article-subheading: MOVING FRENCH WARSHIPS bbox=[491, 934, 619, 944]
